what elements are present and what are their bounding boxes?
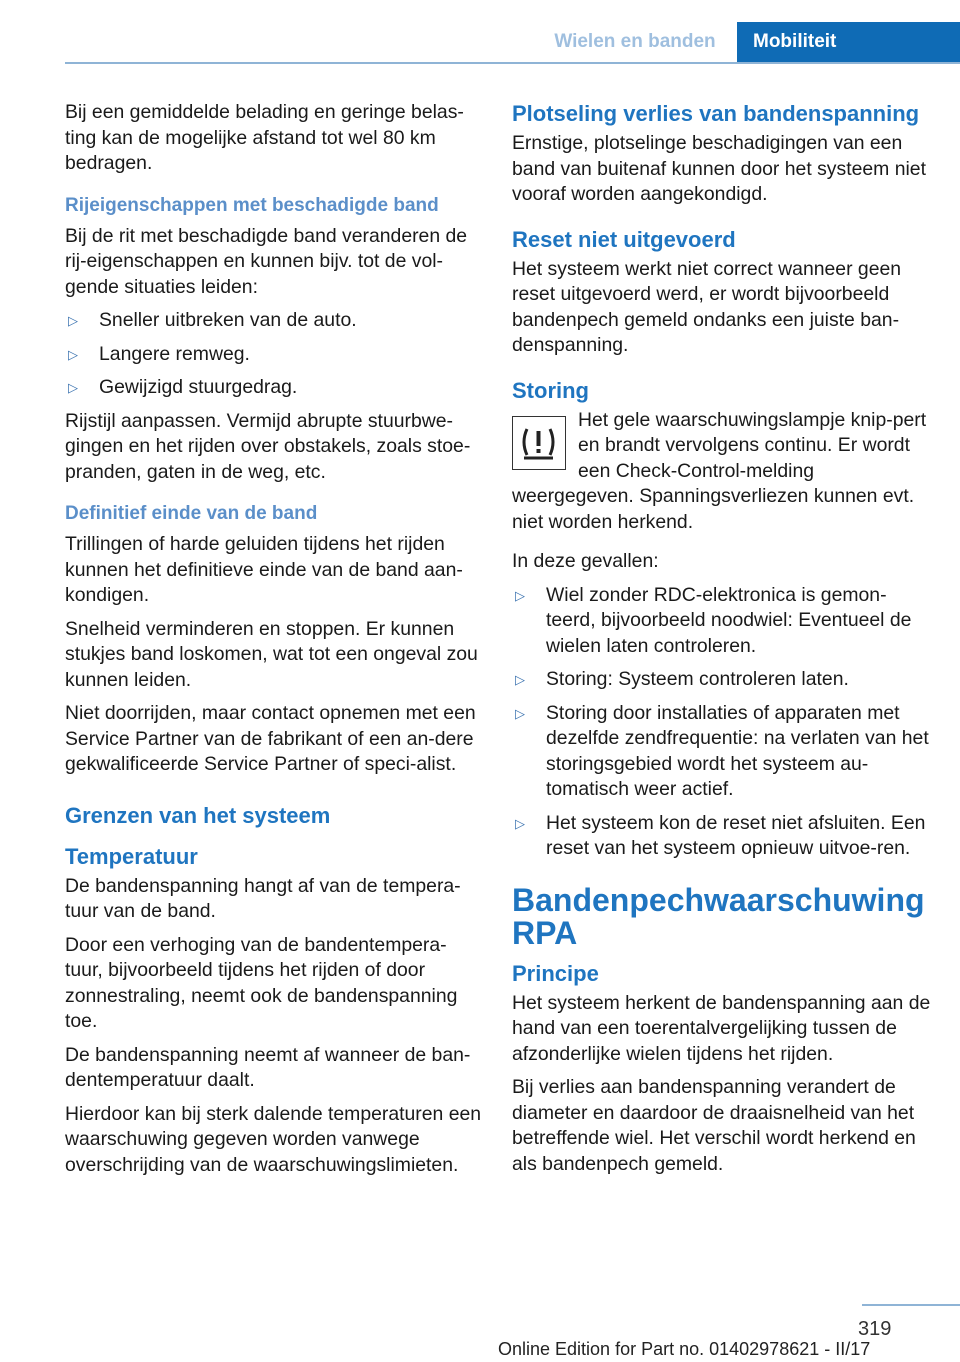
heading-rpa: Bandenpechwaarschuwing RPA: [512, 881, 925, 951]
def-paragraph-3: Niet doorrijden, maar contact opnemen met een Service Partner van de fabrikant of een an-dere gekwalificeerde Service Partner of speci-alist.: [65, 702, 476, 775]
plots-paragraph: Ernstige, plotselinge beschadigingen van een band van buitenaf kunnen door het systeem niet vooraf worden aangekondigd.: [512, 132, 926, 205]
def-paragraph-1: Trillingen of harde geluiden tijdens het rijden kunnen het definitieve einde van de band aan-kondigen.: [65, 533, 463, 606]
list-item: [512, 811, 932, 862]
heading-temperatuur: Temperatuur: [65, 843, 198, 869]
list-item: [65, 375, 483, 401]
temp-paragraph-4: Hierdoor kan bij sterk dalende temperaturen een waarschuwing gegeven worden vanwege overschrijding van de waarschuwingslimieten.: [65, 1102, 482, 1176]
list-item-text: Storing: Systeem controleren laten.: [546, 668, 849, 690]
list-item: [512, 583, 932, 660]
rij-after-paragraph: Rijstijl aanpassen. Vermijd abrupte stuurbwe-gingen en het rijden over obstakels, zoals stoe-pranden, gaten in de weg, etc.: [65, 409, 471, 483]
triangle-right-icon: ▷: [515, 815, 525, 831]
footer-rule: [862, 1304, 960, 1306]
footer-edition: Online Edition for Part no. 01402978621 - II/17: [498, 1339, 871, 1359]
list-item: [65, 342, 483, 368]
header-chapter-tab: Mobiliteit: [737, 22, 960, 62]
list-item-text: Storing door installaties of apparaten met dezelfde zendfrequentie: na verlaten van het storingsgebied wordt het systeem au-tomatisch weer actief.: [546, 701, 929, 800]
principe-paragraph-2: Bij verlies aan bandenspanning verandert de diameter en daardoor de draaisnelheid van het betreffende wiel. Het verschil wordt herkend en als bandenpech gemeld.: [512, 1076, 916, 1175]
principe-paragraph-1: Het systeem herkent de bandenspanning aan de hand van een toerentalvergelijking tussen de afzonderlijke wielen tijdens het rijden.: [512, 991, 931, 1065]
heading-grenzen: Grenzen van het systeem: [65, 802, 331, 828]
list-item: [512, 667, 932, 693]
heading-plotseling: Plotseling verlies van bandenspanning: [512, 101, 920, 126]
list-item-text: Sneller uitbreken van de auto.: [99, 309, 357, 331]
triangle-right-icon: ▷: [68, 313, 78, 328]
list-item-text: Langere remweg.: [99, 342, 250, 365]
rij-list: [65, 308, 483, 401]
header-section-tab: Wielen en banden: [535, 22, 735, 62]
left-column: [65, 100, 483, 1186]
triangle-right-icon: ▷: [68, 380, 78, 395]
list-item-text: Wiel zonder RDC-elektronica is gemon-teerd, bijvoorbeeld noodwiel: Eventueel de wielen laten controleren.: [546, 583, 912, 657]
temp-paragraph-2: Door een verhoging van de bandentempera-tuur, bijvoorbeeld tijdens het rijden of door zonnestraling, neemt ook de bandenspanning toe.: [65, 933, 458, 1032]
list-item-text: Gewijzigd stuurgedrag.: [99, 376, 298, 398]
heading-definitief: Definitief einde van de band: [65, 503, 318, 524]
temp-paragraph-3: De bandenspanning neemt af wanneer de ban-dentemperatuur daalt.: [65, 1043, 471, 1091]
header-rule: [65, 62, 960, 64]
page-number: 319: [858, 1318, 892, 1340]
rij-paragraph: Bij de rit met beschadigde band veranderen de rij-eigenschappen en kunnen bijv. tot de vol-gende situaties leiden:: [65, 224, 468, 298]
cases-list: [512, 583, 932, 862]
heading-reset: Reset niet uitgevoerd: [512, 226, 736, 252]
triangle-right-icon: ▷: [68, 346, 78, 362]
temp-paragraph-1: De bandenspanning hangt af van de tempera-tuur van de band.: [65, 874, 461, 922]
triangle-right-icon: ▷: [515, 672, 525, 687]
right-column: [512, 100, 932, 1185]
list-item: [512, 701, 932, 803]
list-item: [65, 308, 483, 334]
triangle-right-icon: ▷: [515, 587, 525, 603]
reset-paragraph: Het systeem werkt niet correct wanneer geen reset uitgevoerd werd, er wordt bijvoorbeeld bandenpech gemeld ondanks een juiste ban-denspanning.: [512, 257, 902, 356]
triangle-right-icon: ▷: [515, 705, 525, 721]
heading-principe: Principe: [512, 960, 599, 986]
list-item-text: Het systeem kon de reset niet afsluiten. Een reset van het systeem opnieuw uitvoe-ren.: [546, 811, 926, 859]
storing-paragraph: Het gele waarschuwingslampje knip-pert en brandt vervolgens continu. Er wordt een Check-Control-melding weergegeven. Spanningsverliezen kunnen evt. niet worden herkend.: [512, 408, 927, 533]
def-paragraph-2: Snelheid verminderen en stoppen. Er kunnen stukjes band loskomen, wat tot een ongeval zou kunnen leiden.: [65, 617, 478, 691]
cases-intro: In deze gevallen:: [512, 550, 659, 572]
heading-storing: Storing: [512, 377, 589, 403]
tire-pressure-warning-icon: [512, 416, 566, 470]
storing-block: [512, 408, 932, 536]
heading-rijeigenschappen: Rijeigenschappen met beschadigde band: [65, 194, 439, 216]
intro-paragraph: Bij een gemiddelde belading en geringe belas-ting kan de mogelijke afstand tot wel 80 km bedragen.: [65, 101, 464, 174]
